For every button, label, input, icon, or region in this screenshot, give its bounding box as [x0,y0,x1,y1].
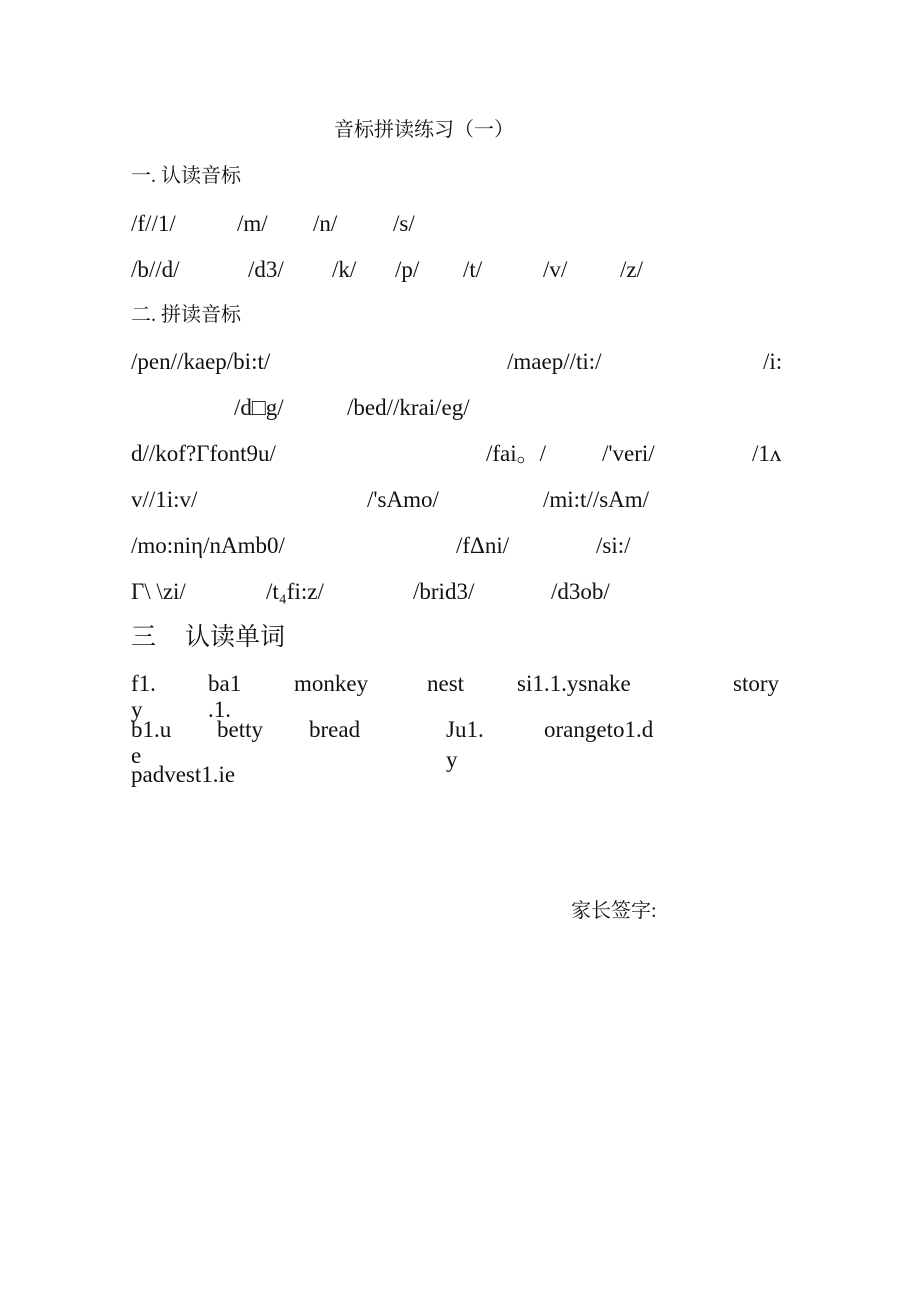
word-item-wrap: y [446,747,458,772]
phonetic-word: /maep//ti:/ [507,349,602,374]
section3-heading: 认读单词 [185,624,286,651]
word-item: nest [427,671,465,696]
phonetic-word: /i: [763,349,783,374]
parent-signature-label: 家长签字: [571,900,657,922]
phonetic-word: /mo:niη/nAmb0/ [131,533,285,558]
phonetic-word: /mi:t//sAm/ [543,487,650,512]
word-item: story [733,671,779,696]
phonetic-item: /b//d/ [131,257,180,282]
phonetic-word: /d□g/ [234,395,284,420]
phonetic-word: /'veri/ [602,441,655,466]
word-item: f1. [131,671,156,696]
phonetic-item: /m/ [237,211,268,236]
word-item: betty [217,717,263,742]
phonetic-word: /fΔni/ [456,533,510,558]
section3-number: 三 [131,624,157,651]
phonetic-word: /d3ob/ [551,579,610,604]
phonetic-word: /t₄fi:z/ [266,579,324,604]
word-item: b1.u [131,717,172,742]
phonetic-item: /n/ [313,211,338,236]
phonetic-word: /pen//kaep/bi:t/ [131,349,271,374]
word-item-wrap: .1. [208,697,231,722]
word-item: Ju1. [446,717,484,742]
phonetic-word: /si:/ [596,533,631,558]
word-item: orangeto1.d [544,717,654,742]
phonetic-word: d//kof?Γfont9u/ [131,441,276,466]
page-title: 音标拼读练习（一） [334,119,514,141]
phonetic-word: /fai。/ [486,441,547,466]
phonetic-word: /bed//krai/eg/ [347,395,470,420]
word-item-wrap: y [131,697,143,722]
phonetic-item: /p/ [395,257,420,282]
word-item: padvest1.ie [131,762,236,787]
word-item: bread [309,717,361,742]
phonetic-item: /t/ [463,257,483,282]
phonetic-item: /f//1/ [131,211,176,236]
word-item: ba1 [208,671,242,696]
word-item: monkey [294,671,369,696]
phonetic-item: /s/ [393,211,415,236]
phonetic-word: /'sAmo/ [367,487,439,512]
word-item-wrap: e [131,743,142,768]
phonetic-item: /z/ [620,257,643,282]
phonetic-word: /brid3/ [413,579,475,604]
phonetic-word: /1ʌ [752,441,782,466]
section1-heading: 一. 认读音标 [131,165,241,187]
word-item: si1.1.ysnake [517,671,631,696]
phonetic-word: Γ\ \zi/ [131,579,186,604]
phonetic-word: v//1i:v/ [131,487,198,512]
phonetic-item: /d3/ [248,257,284,282]
section2-heading: 二. 拼读音标 [131,304,241,326]
phonetic-item: /v/ [543,257,568,282]
phonetic-item: /k/ [332,257,357,282]
